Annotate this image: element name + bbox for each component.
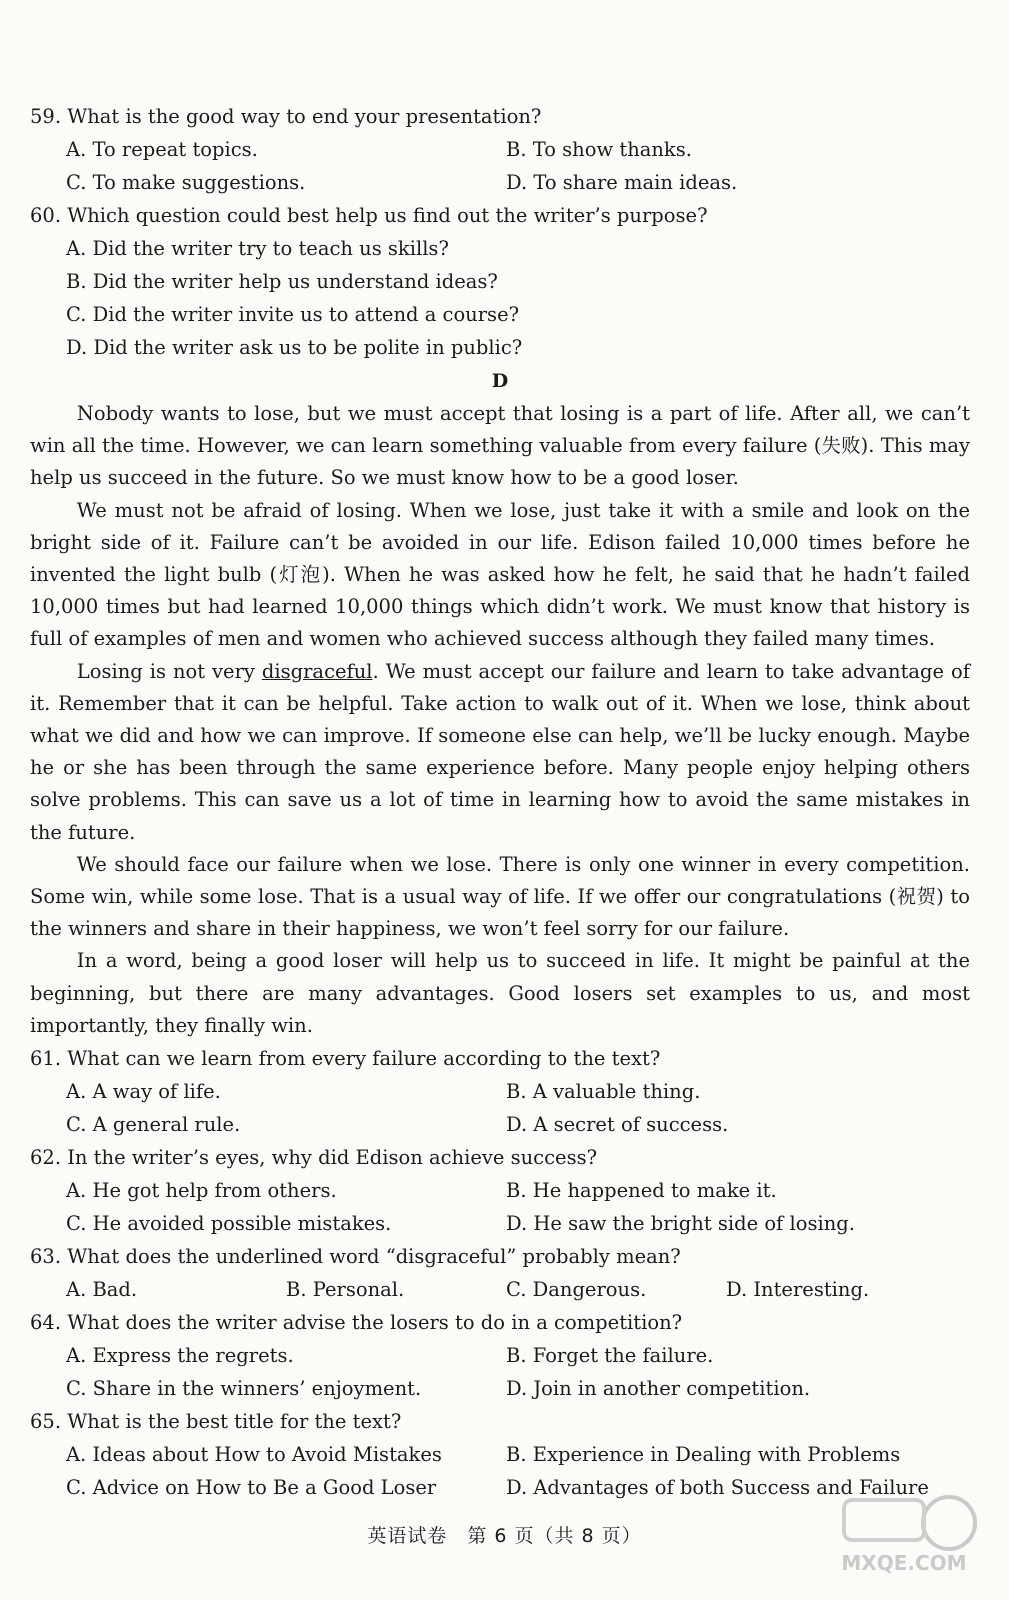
option-row xyxy=(30,1339,970,1372)
page-footer: 英语试卷 第 6 页（共 8 页） xyxy=(367,1525,642,1547)
option-row xyxy=(30,298,970,331)
answer-option: B. Personal. xyxy=(286,1278,405,1302)
answer-option: D. A secret of success. xyxy=(506,1113,729,1137)
answer-option: A. He got help from others. xyxy=(66,1179,337,1203)
option-row xyxy=(30,331,970,364)
answer-option: B. A valuable thing. xyxy=(506,1080,701,1104)
answer-option: A. To repeat topics. xyxy=(66,138,258,161)
answer-option: D. Join in another competition. xyxy=(506,1377,811,1401)
paragraph-4: We should face our failure when we lose. There is only one winner in every competition. Some win, while some lose. That is a usual way of life. If we offer our congratulations (祝贺) to the winners and share in their happiness, we won’t feel sorry for our failure. xyxy=(30,852,970,941)
question-stem: 63. What does the underlined word “disgraceful” probably mean? xyxy=(30,1245,681,1269)
option-row xyxy=(30,1372,970,1405)
answer-option: C. Share in the winners’ enjoyment. xyxy=(66,1377,422,1401)
answer-option: C. Did the writer invite us to attend a course? xyxy=(66,303,520,326)
underlined-word: disgraceful xyxy=(261,659,373,683)
question-stem: 62. In the writer’s eyes, why did Edison achieve success? xyxy=(30,1146,598,1170)
answer-option: C. Dangerous. xyxy=(506,1278,647,1302)
answer-option: A. Did the writer try to teach us skills? xyxy=(66,237,449,260)
answer-option: C. To make suggestions. xyxy=(66,171,306,194)
questions-top xyxy=(30,100,970,364)
paragraph-5: In a word, being a good loser will help us to succeed in life. It might be painful at the beginning, but there are many advantages. Good losers set examples to us, and most importantly, they finally win. xyxy=(30,949,970,1037)
answer-option: C. Advice on How to Be a Good Loser xyxy=(66,1476,437,1500)
option-row xyxy=(30,1075,970,1108)
question-stem: 65. What is the best title for the text? xyxy=(30,1410,402,1434)
questions-bottom xyxy=(30,1042,970,1504)
option-row xyxy=(30,1438,970,1471)
answer-option: B. Forget the failure. xyxy=(506,1344,714,1368)
answer-option: A. Bad. xyxy=(66,1278,138,1302)
section-title: D xyxy=(491,370,509,392)
passage xyxy=(30,398,970,1042)
question-stem: 64. What does the writer advise the losers to do in a competition? xyxy=(30,1311,683,1335)
answer-option: B. Did the writer help us understand ideas? xyxy=(66,270,498,293)
exam-page xyxy=(30,100,970,1504)
option-row xyxy=(30,232,970,265)
paragraph-3-start: Losing is not very xyxy=(76,659,262,683)
question-stem: 61. What can we learn from every failure according to the text? xyxy=(30,1047,661,1071)
option-row xyxy=(30,1273,970,1306)
watermark-logo xyxy=(829,1478,979,1578)
question-stem: 60. Which question could best help us find out the writer’s purpose? xyxy=(30,204,708,227)
answer-option: C. He avoided possible mistakes. xyxy=(66,1212,392,1236)
option-row xyxy=(30,1108,970,1141)
answer-option: D. To share main ideas. xyxy=(506,171,738,194)
option-row xyxy=(30,166,970,199)
answer-option: B. To show thanks. xyxy=(506,138,692,161)
answer-option: A. Ideas about How to Avoid Mistakes xyxy=(66,1443,442,1467)
answer-option: A. Express the regrets. xyxy=(66,1344,294,1368)
watermark-box xyxy=(844,1500,924,1540)
paragraph-3 xyxy=(30,656,970,849)
option-row xyxy=(30,1174,970,1207)
answer-option: B. Experience in Dealing with Problems xyxy=(506,1443,901,1467)
answer-option: D. He saw the bright side of losing. xyxy=(506,1212,855,1236)
answer-option: B. He happened to make it. xyxy=(506,1179,777,1203)
answer-option: A. A way of life. xyxy=(66,1080,221,1104)
paragraph-1: Nobody wants to lose, but we must accept that losing is a part of life. After all, we can’t win all the time. However, we can learn something valuable from every failure (失败). This may help us succeed in the future. So we must know how to be a good loser. xyxy=(30,402,970,490)
answer-option: D. Advantages of both Success and Failure xyxy=(506,1476,929,1500)
watermark-circle xyxy=(923,1497,975,1549)
answer-option: C. A general rule. xyxy=(66,1113,241,1137)
watermark-text: MXQE.COM xyxy=(841,1551,967,1575)
question-stem: 59. What is the good way to end your presentation? xyxy=(30,105,542,128)
paragraph-2: We must not be afraid of losing. When we lose, just take it with a smile and look on the bright side of it. Failure can’t be avoided in our life. Edison failed 10,000 times before he invented the light bulb (灯泡). When he was asked how he felt, he said that he hadn’t failed 10,000 times but had learned 10,000 things which didn’t work. We must know that history is full of examples of men and women who achieved success although they failed many times. xyxy=(30,498,970,651)
paragraph-3-rest: . We must accept our failure and learn to take advantage of it. Remember that it can be helpful. Take action to walk out of it. When we lose, think about what we did and how we can improve. If someone else can help, we’ll be lucky enough. Maybe he or she has been through the same experience before. Many people enjoy helping others solve problems. This can save us a lot of time in learning how to avoid the same mistakes in the future. xyxy=(30,659,971,844)
option-row xyxy=(30,133,970,166)
option-row xyxy=(30,1207,970,1240)
answer-option: D. Interesting. xyxy=(726,1278,870,1302)
answer-option: D. Did the writer ask us to be polite in public? xyxy=(66,336,523,359)
option-row xyxy=(30,265,970,298)
